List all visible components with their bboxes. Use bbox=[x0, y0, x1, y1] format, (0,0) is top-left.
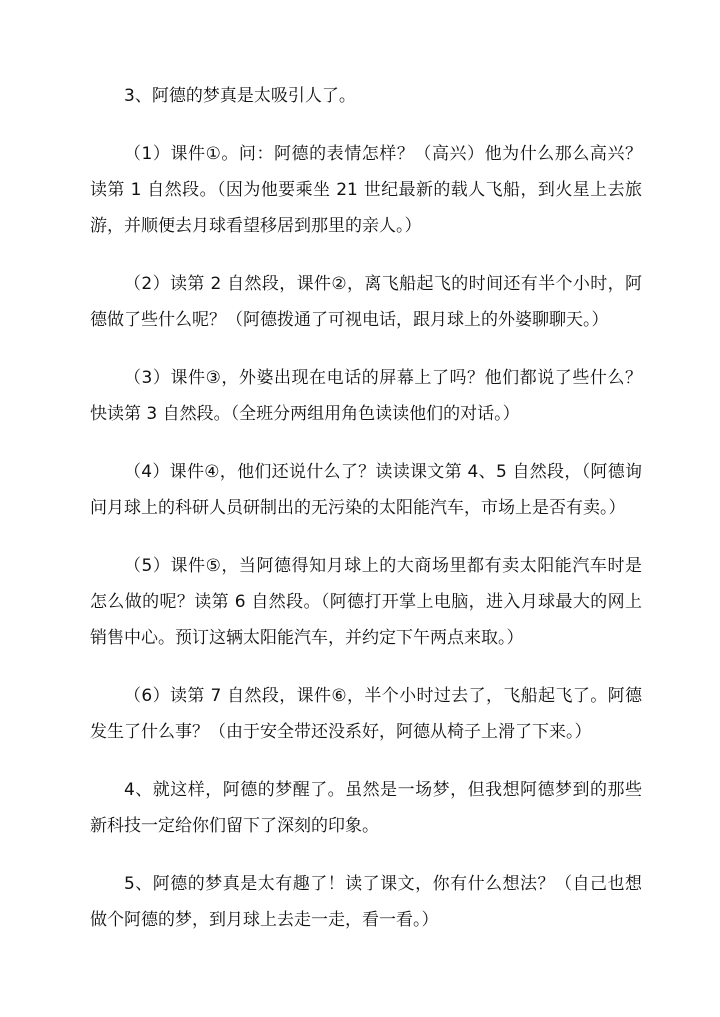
paragraph-step-2: （2）读第 2 自然段，课件②，离飞船起飞的时间还有半个小时，阿德做了些什么呢？（阿德拨通了可视电话，跟月球上的外婆聊聊天。） bbox=[90, 274, 642, 330]
paragraph-3-heading: 3、阿德的梦真是太吸引人了。 bbox=[124, 86, 356, 106]
paragraph-step-6: （6）读第 7 自然段，课件⑥，半个小时过去了，飞船起飞了。阿德发生了什么事？（由于安全带还没系好，阿德从椅子上滑了下来。） bbox=[90, 686, 642, 742]
paragraph-step-1: （1）课件①。问：阿德的表情怎样？（高兴）他为什么那么高兴？读第 1 自然段。（因为他要乘坐 21 世纪最新的载人飞船，到火星上去旅游，并顺便去月球看望移居到那里的亲人。） bbox=[90, 144, 642, 236]
paragraph-step-5: （5）课件⑤，当阿德得知月球上的大商场里都有卖太阳能汽车时是怎么做的呢？读第 6 自然段。（阿德打开掌上电脑，进入月球最大的网上销售中心。预订这辆太阳能汽车，并约定下午两点来取。） bbox=[90, 556, 642, 648]
paragraph-5-heading: 5、阿德的梦真是太有趣了！读了课文，你有什么想法？（自己也想做个阿德的梦，到月球上去走一走，看一看。） bbox=[90, 874, 642, 930]
paragraph-step-3: （3）课件③，外婆出现在电话的屏幕上了吗？他们都说了些什么？快读第 3 自然段。（全班分两组用角色读读他们的对话。） bbox=[90, 368, 642, 424]
paragraph-4-heading: 4、就这样，阿德的梦醒了。虽然是一场梦，但我想阿德梦到的那些新科技一定给你们留下了深刻的印象。 bbox=[90, 780, 642, 836]
document-page bbox=[90, 78, 642, 960]
paragraph-step-4: （4）课件④，他们还说什么了？读读课文第 4、5 自然段，（阿德询问月球上的科研人员研制出的无污染的太阳能汽车，市场上是否有卖。） bbox=[90, 462, 642, 518]
